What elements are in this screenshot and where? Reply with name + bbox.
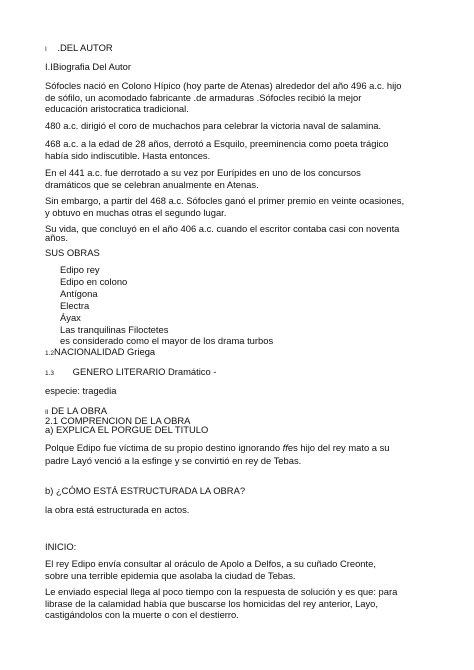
obra-item: Edipo rey	[60, 264, 100, 275]
section-1-heading	[45, 42, 113, 56]
paragraph-3-line-1: 468 a.c. a la edad de 28 años, derrotó a Esquilo, preeminencia como poeta trágico	[45, 138, 389, 149]
answer-b: la obra está estructurada en actos.	[45, 504, 190, 515]
genero-line	[45, 366, 216, 380]
answer-a-italic: ff	[282, 442, 288, 453]
genero-number: 1.3	[45, 370, 55, 377]
obra-item: Antígona	[60, 288, 98, 299]
paragraph-7-line-1: El rey Edipo envía consultar al oráculo de Apolo a Delfos, a su cuñado Creonte,	[45, 558, 376, 569]
paragraph-8-line-1: Le enviado especial llega al poco tiempo con la respuesta de solución y es que: para	[45, 586, 398, 597]
obras-heading: SUS OBRAS	[45, 247, 100, 258]
obra-item: es considerado como el mayor de los drama turbos	[60, 335, 274, 346]
inicio-heading: INICIO:	[45, 541, 77, 552]
answer-a-text-start: Polque Edipo fue víctima de su propio destino ignorando	[45, 442, 283, 453]
nacionalidad-number: 1.2	[45, 350, 55, 357]
paragraph-4-line-2: dramáticos que se celebran anualmente en Atenas.	[45, 178, 259, 190]
paragraph-6-line-2: años.	[45, 232, 68, 243]
answer-a-line-2: padre Layó venció a la esfinge y se convirtió en rey de Tebas.	[45, 455, 302, 466]
section-1-number: I	[45, 46, 47, 53]
paragraph-8-line-3: castigándolos con la muerte o con el destierro.	[45, 609, 239, 620]
paragraph-3-line-2: había sido indiscutible. Hasta entonces.	[45, 149, 211, 161]
paragraph-1-line-2: de sófilo, un acomodado fabricante .de armaduras .Sófocles recibió la mejor	[45, 91, 362, 103]
section-2-number: II	[45, 409, 49, 416]
paragraph-1-line-3: educación aristocratica tradicional.	[45, 103, 189, 114]
section-2-title: DE LA OBRA	[51, 405, 107, 416]
paragraph-5-line-1: Sin embargo, a partir del 468 a.c. Sófocles ganó el primer premio en veinte ocasiones,	[45, 195, 405, 206]
answer-a-text-end: es hijo del rey mato a su	[287, 442, 390, 453]
paragraph-7-line-2: sobre una terrible epidemia que asolaba la ciudad de Tebas.	[45, 569, 296, 581]
obra-item: Edipo en colono	[60, 276, 128, 287]
paragraph-5-line-2: y obtuvo en muchas otras el segundo lugar.	[45, 206, 227, 218]
genero-text: GENERO LITERARIO Dramático -	[72, 366, 217, 377]
especie-line: especie: tragedia	[45, 385, 117, 396]
obra-item: Las tranquilinas Filoctetes	[60, 324, 169, 335]
paragraph-1-line-1: Sófocles nació en Colono Hípico (hoy parte de Atenas) alrededor del año 496 a.c. hijo	[45, 80, 402, 91]
nacionalidad-line	[45, 346, 155, 360]
obra-item: Áyax	[60, 312, 81, 323]
nacionalidad-text: NACIONALIDAD Griega	[54, 346, 156, 357]
paragraph-4-line-1: En el 441 a.c. fue derrotado a su vez por Eurípides en uno de los concursos	[45, 167, 361, 178]
question-b: b) ¿CÓMO ESTÁ ESTRUCTURADA LA OBRA?	[45, 485, 246, 496]
question-a: a) EXPLICA EL PORGUE DEL TITULO	[45, 424, 209, 435]
comprension-heading: 2.1 COMPRENCION DE LA OBRA	[45, 415, 191, 426]
answer-a-line-1	[45, 442, 390, 454]
section-1-title: .DEL AUTOR	[57, 42, 113, 53]
paragraph-8-line-2: librase de la calamidad había que buscarse los homicidas del rey anterior, Layo,	[45, 597, 379, 609]
obra-item: Electra	[60, 300, 90, 311]
paragraph-2: 480 a.c. dirigió el coro de muchachos para celebrar la victoria naval de salamina.	[45, 120, 382, 131]
paragraph-6-line-1: Su vida, que concluyó en el año 406 a.c. cuando el escritor contaba casi con noventa	[45, 223, 400, 234]
biography-heading: I.IBiografia Del Autor	[45, 61, 131, 72]
